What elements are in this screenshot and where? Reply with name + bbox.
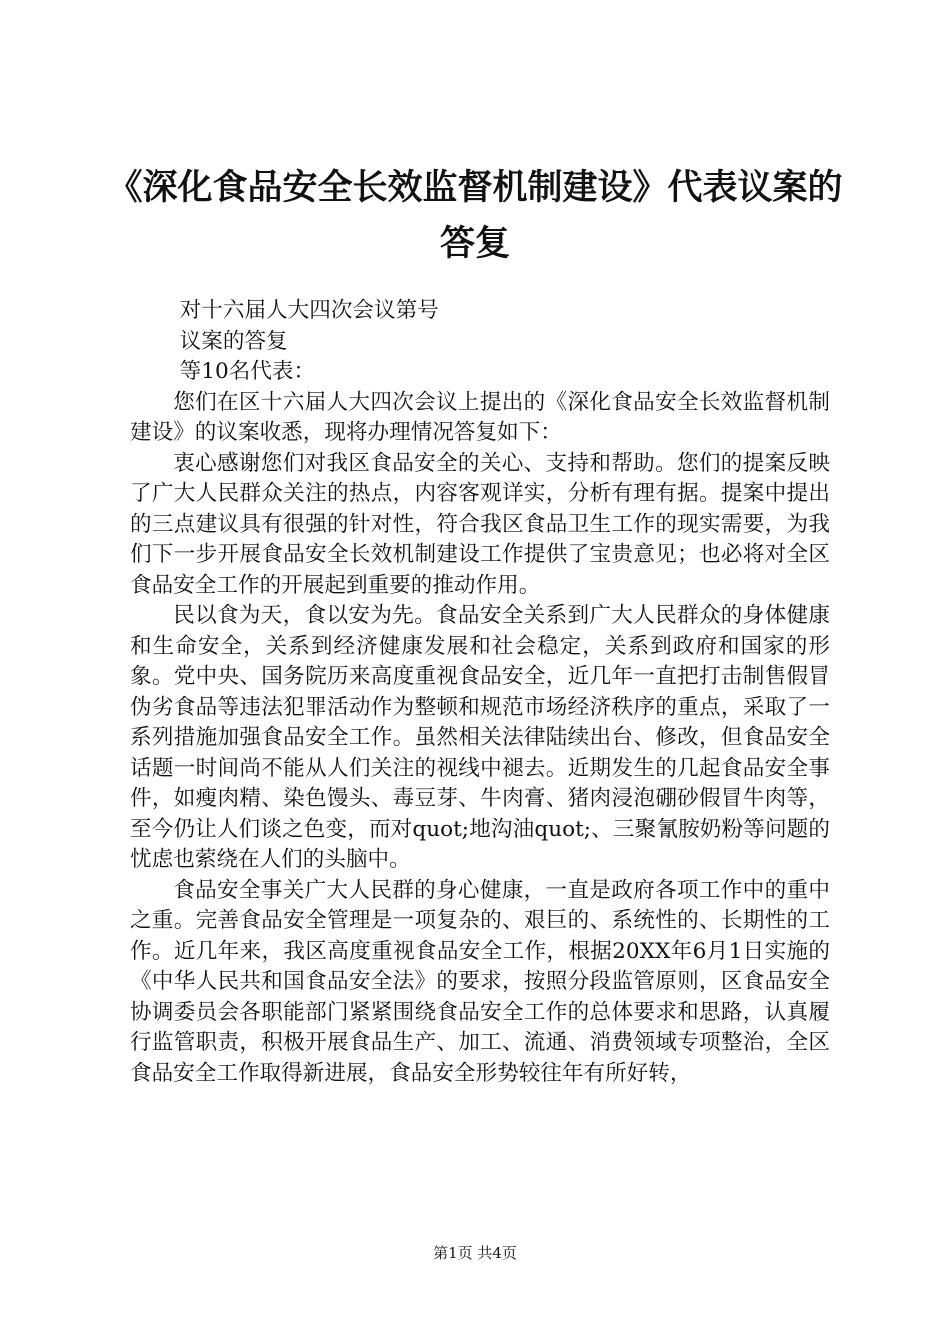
body-paragraph: 民以食为天，食以安为先。食品安全关系到广大人民群众的身体健康和生命安全，关系到经济健康发展和社会稳定，关系到政府和国家的形象。党中央、国务院历来高度重视食品安全，近几年一直把打击制售假冒伪劣食品等违法犯罪活动作为整顿和规范市场经济秩序的重点，采取了一系列措施加强食品安全工作。虽然相关法律陆续出台、修改，但食品安全话题一时间尚不能从人们关注的视线中褪去。近期发生的几起食品安全事件，如瘦肉精、染色馒头、毒豆芽、牛肉膏、猪肉浸泡硼砂假冒牛肉等，至今仍让人们谈之色变，而对quot;地沟油quot;、三聚氰胺奶粉等问题的忧虑也萦绕在人们的头脑中。 (130, 603, 830, 872)
header-line: 议案的答复 (179, 328, 288, 354)
body-paragraph: 您们在区十六届人大四次会议上提出的《深化食品安全长效监督机制建设》的议案收悉，现将办理情况答复如下： (130, 389, 830, 445)
body-paragraph: 衷心感谢您们对我区食品安全的关心、支持和帮助。您们的提案反映了广大人民群众关注的热点，内容客观详实，分析有理有据。提案中提出的三点建议具有很强的针对性，符合我区食品卫生工作的现实需要，为我们下一步开展食品安全长效机制建设工作提供了宝贵意见；也必将对全区食品安全工作的开展起到重要的推动作用。 (130, 450, 830, 598)
document-title: 《深化食品安全长效监督机制建设》代表议案的答复 (107, 168, 843, 264)
page-number-footer: 第1页 共4页 (433, 1244, 517, 1262)
body-paragraph: 食品安全事关广大人民群的身心健康，一直是政府各项工作中的重中之重。完善食品安全管理是一项复杂的、艰巨的、系统性的、长期性的工作。近几年来，我区高度重视食品安全工作，根据20XX年6月1日实施的《中华人民共和国食品安全法》的要求，按照分段监管原则，区食品安全协调委员会各职能部门紧紧围绕食品安全工作的总体要求和思路，认真履行监管职责，积极开展食品生产、加工、流通、消费领域专项整治，全区食品安全工作取得新进展，食品安全形势较往年有所好转， (130, 877, 830, 1086)
document-body (130, 296, 830, 1089)
header-line: 对十六届人大四次会议第号 (179, 298, 439, 323)
header-line: 等10名代表： (179, 359, 316, 384)
